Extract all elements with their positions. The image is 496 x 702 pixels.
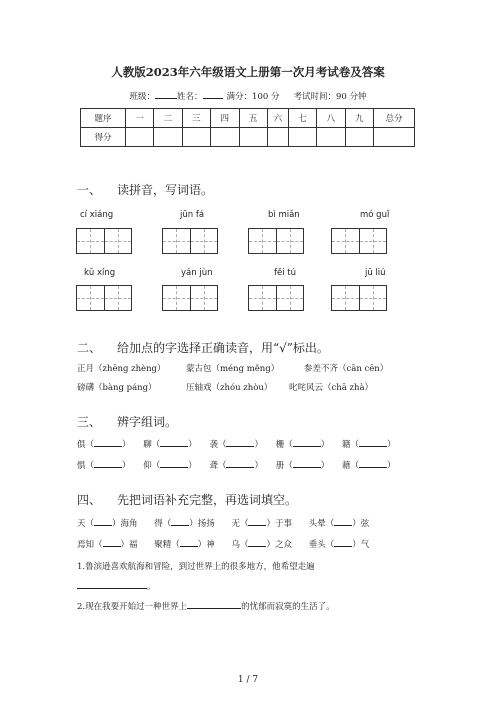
answer-blank[interactable] (94, 438, 122, 447)
writing-box[interactable] (331, 285, 387, 311)
writing-box[interactable] (248, 285, 304, 311)
fullscore-text: 满分：100 分 (226, 92, 280, 102)
close-paren: ） (254, 440, 263, 450)
score-header-cell: 题序 (81, 109, 126, 128)
idiom-blank[interactable] (334, 538, 352, 547)
score-cell[interactable] (267, 128, 288, 147)
char-prompt: 籍（ (341, 440, 359, 450)
writing-box[interactable] (331, 228, 387, 254)
idiom-prefix: 焉知（ (77, 540, 103, 550)
question-1-period: 。 (147, 582, 156, 592)
answer-blank[interactable] (94, 459, 122, 468)
question-2 (77, 600, 335, 612)
word-row-1 (77, 438, 395, 450)
close-paren: ） (188, 461, 197, 471)
idiom-prefix: 无（ (231, 519, 249, 529)
close-paren: ） (122, 461, 131, 471)
answer-blank[interactable] (226, 459, 254, 468)
question-1: 1.鲁滨逊喜欢航海和冒险，到过世界上的很多地方，他希望走遍 (77, 562, 315, 572)
char-prompt: 册（ (275, 461, 293, 471)
reading-option[interactable]: 正月（zhēng zhèng） (77, 364, 166, 374)
close-paren: ） (386, 440, 396, 450)
score-value-row (81, 128, 415, 147)
idiom-suffix: ）弦 (352, 519, 370, 529)
score-header-cell: 八 (317, 109, 345, 128)
section-title: 先把词语补充完整，再选词填空。 (117, 493, 298, 507)
score-cell[interactable] (239, 128, 267, 147)
pinyin-label: bì miǎn (268, 210, 300, 220)
reading-option[interactable]: 压轴戏（zhóu zhòu） (186, 383, 273, 393)
name-blank (203, 89, 223, 99)
char-prompt: 藉（ (341, 461, 359, 471)
section-2-heading (77, 339, 329, 356)
close-paren: ） (122, 440, 131, 450)
writing-box[interactable] (248, 228, 304, 254)
idiom-blank[interactable] (94, 517, 112, 526)
answer-blank[interactable] (359, 438, 387, 447)
score-header-cell: 一 (126, 109, 154, 128)
question-2-post: 的忧郁而寂寞的生活了。 (241, 602, 335, 612)
char-prompt: 惧（ (77, 461, 95, 471)
pinyin-label: fěi tú (274, 268, 297, 278)
score-header-cell: 九 (345, 109, 373, 128)
answer-blank[interactable] (187, 600, 241, 609)
close-paren: ） (386, 461, 396, 471)
reading-option[interactable]: 蒙古包（méng měng） (186, 364, 280, 374)
idiom-suffix: ）气 (352, 540, 370, 550)
close-paren: ） (254, 461, 263, 471)
idiom-suffix: ）海角 (112, 519, 138, 529)
char-prompt: 仰（ (143, 461, 161, 471)
score-cell[interactable] (288, 128, 316, 147)
score-header-cell: 总分 (374, 109, 415, 128)
idiom-prefix: 头晕（ (308, 519, 335, 529)
char-prompt: 栅（ (275, 440, 293, 450)
idiom-prefix: 天（ (77, 519, 95, 529)
section-4-heading (77, 491, 297, 508)
char-prompt: 聊（ (143, 440, 161, 450)
score-cell[interactable] (182, 128, 210, 147)
question-1-answer (77, 580, 156, 592)
idiom-prefix: 聚精（ (154, 540, 180, 550)
score-cell[interactable] (126, 128, 154, 147)
idiom-row-2 (77, 538, 369, 550)
idiom-suffix: ）神 (197, 540, 215, 550)
pinyin-label: yán jùn (181, 268, 213, 278)
score-header-cell: 五 (239, 109, 267, 128)
idiom-blank[interactable] (334, 517, 352, 526)
idiom-blank[interactable] (248, 517, 266, 526)
score-row-label: 得分 (81, 128, 126, 147)
char-prompt: 聋（ (209, 461, 227, 471)
idiom-prefix: 得（ (154, 519, 172, 529)
idiom-blank[interactable] (248, 538, 266, 547)
score-cell[interactable] (317, 128, 345, 147)
answer-blank[interactable] (293, 459, 321, 468)
answer-blank[interactable] (160, 459, 188, 468)
reading-option[interactable]: 参差不齐（cān cēn） (304, 364, 389, 374)
class-label: 班级： (129, 92, 156, 102)
time-text: 考试时间：90 分钟 (293, 92, 367, 102)
idiom-blank[interactable] (180, 538, 198, 547)
page-number: 1 / 7 (237, 675, 259, 685)
name-label: 姓名： (177, 92, 203, 102)
idiom-suffix: ）福 (120, 540, 138, 550)
pinyin-label: kǔ xíng (84, 268, 116, 278)
section-title: 给加点的字选择正确读音，用“√”标出。 (117, 341, 329, 355)
score-header-cell: 二 (154, 109, 182, 128)
pinyin-label: jūn fá (180, 210, 205, 220)
idiom-suffix: ）之众 (266, 540, 292, 550)
score-header-cell: 六 (267, 109, 288, 128)
pinyin-label: jū liú (365, 268, 386, 278)
score-header-row (81, 109, 415, 128)
idiom-suffix: ）于事 (266, 519, 292, 529)
reading-option[interactable]: 磅礴（bàng páng） (77, 383, 157, 393)
writing-box[interactable] (76, 228, 132, 254)
section-number: 一、 (77, 183, 102, 197)
score-header-cell: 四 (211, 109, 239, 128)
score-header-cell: 三 (182, 109, 210, 128)
score-header-cell: 七 (288, 109, 316, 128)
idiom-blank[interactable] (171, 517, 189, 526)
section-1-heading (77, 181, 213, 198)
answer-blank[interactable] (77, 580, 147, 589)
score-cell[interactable] (374, 128, 415, 147)
char-prompt: 俱（ (77, 440, 95, 450)
answer-blank[interactable] (359, 459, 387, 468)
class-blank (155, 89, 177, 99)
idiom-prefix: 垂头（ (308, 540, 335, 550)
char-prompt: 袭（ (209, 440, 227, 450)
section-title: 读拼音，写词语。 (117, 183, 214, 197)
pinyin-label: mó guǐ (360, 210, 390, 220)
score-cell[interactable] (345, 128, 373, 147)
pinyin-label: cí xiáng (80, 210, 114, 220)
idiom-suffix: ）扬扬 (189, 519, 215, 529)
answer-blank[interactable] (293, 438, 321, 447)
question-2-pre: 2.现在我要开始过一种世界上 (77, 602, 188, 612)
close-paren: ） (188, 440, 197, 450)
word-row-2 (77, 459, 395, 471)
section-3-heading (77, 413, 177, 430)
answer-blank[interactable] (160, 438, 188, 447)
answer-blank[interactable] (226, 438, 254, 447)
idiom-blank[interactable] (103, 538, 121, 547)
close-paren: ） (320, 440, 330, 450)
score-table (80, 108, 415, 147)
section-title: 辨字组词。 (117, 415, 178, 429)
writing-box[interactable] (162, 285, 218, 311)
close-paren: ） (320, 461, 330, 471)
section-number: 三、 (77, 415, 102, 429)
section-number: 四、 (77, 493, 102, 507)
page-title: 人教版2023年六年级语文上册第一次月考试卷及答案 (111, 65, 385, 79)
reading-option[interactable]: 叱咤风云（chā zhà） (289, 383, 374, 393)
writing-box[interactable] (76, 285, 132, 311)
score-cell[interactable] (211, 128, 239, 147)
info-line (0, 89, 496, 102)
score-cell[interactable] (154, 128, 182, 147)
idiom-row-1 (77, 517, 369, 529)
idiom-prefix: 乌（ (231, 540, 249, 550)
writing-box[interactable] (162, 228, 218, 254)
section-number: 二、 (77, 341, 102, 355)
